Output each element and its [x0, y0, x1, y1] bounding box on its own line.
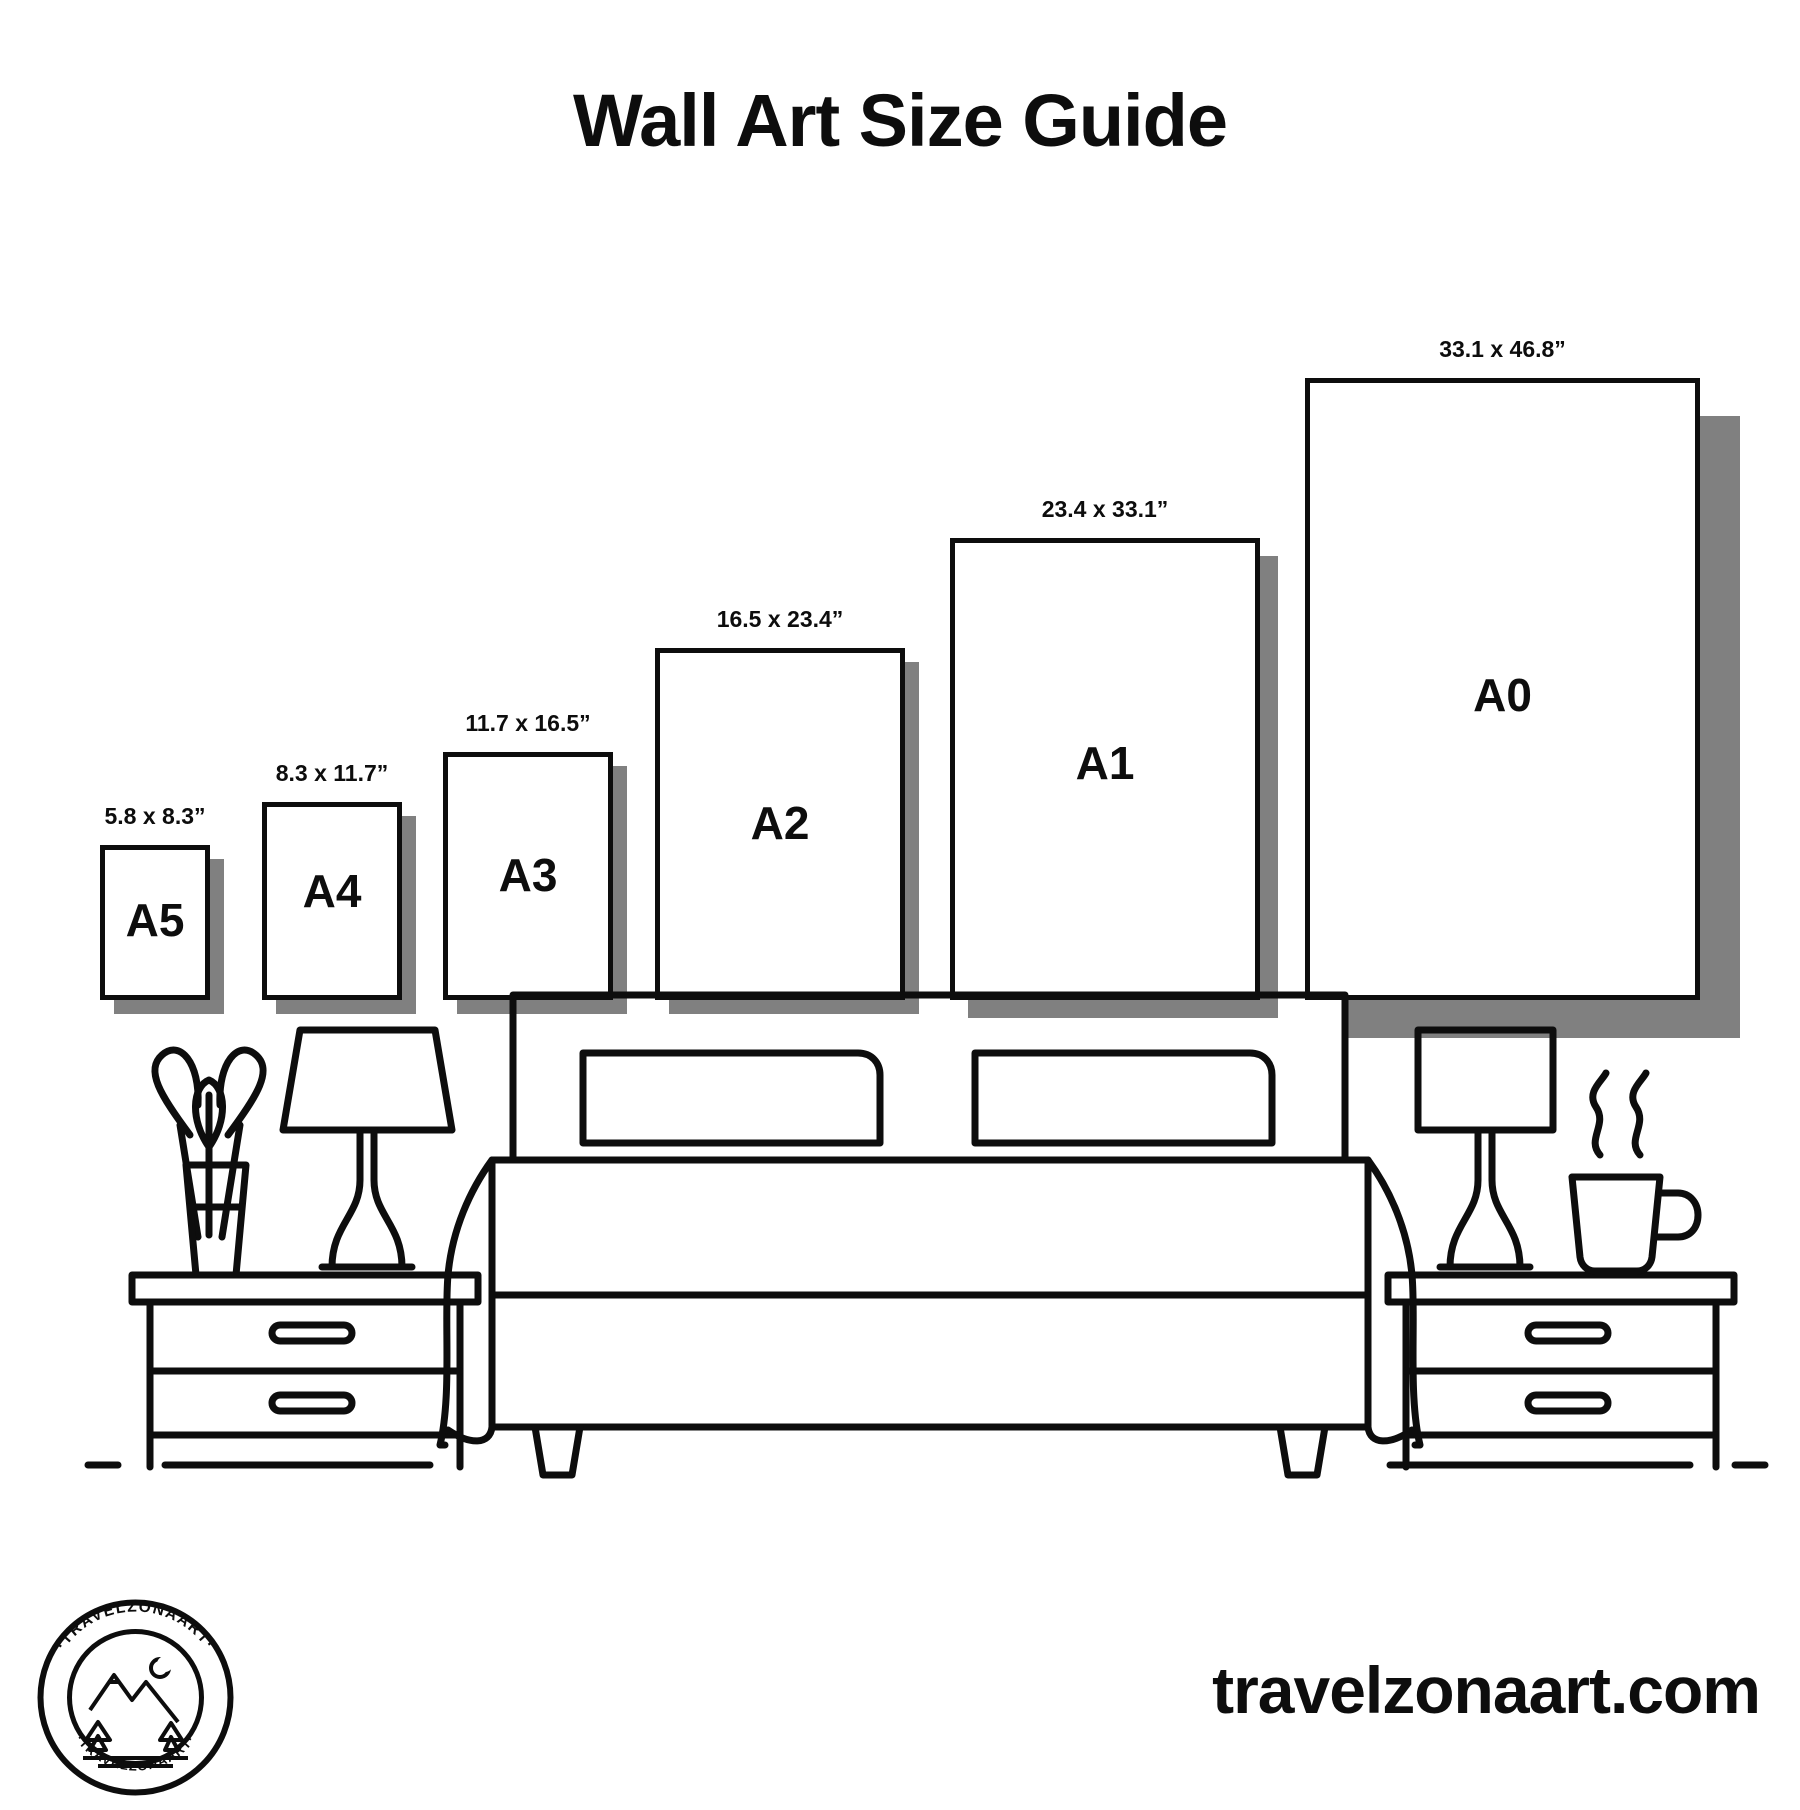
- brand-logo[interactable]: [28, 1590, 243, 1805]
- site-url[interactable]: travelzonaart.com: [1212, 1653, 1760, 1727]
- poster-a5-label: A5: [125, 894, 185, 946]
- poster-a0[interactable]: [1305, 336, 1700, 1000]
- mountain-emblem: [83, 1656, 188, 1766]
- right-table-lamp: [1418, 1030, 1553, 1267]
- coffee-cup: [1572, 1073, 1698, 1271]
- right-nightstand: [1388, 1275, 1734, 1467]
- poster-a2-label: A2: [750, 797, 810, 849]
- plant-vase: [155, 1050, 263, 1275]
- poster-a4-label: A4: [302, 865, 362, 917]
- poster-a4[interactable]: [262, 760, 402, 1000]
- poster-a3-label: A3: [498, 849, 558, 901]
- poster-a2[interactable]: [655, 606, 905, 1000]
- poster-a3[interactable]: [443, 710, 613, 1000]
- poster-a0-label: A0: [1473, 669, 1532, 721]
- poster-a2-dimensions: 16.5 x 23.4”: [716, 606, 844, 632]
- poster-a1[interactable]: [950, 496, 1260, 1000]
- logo-text-inner: ·TRAVELZONAART·: [72, 1731, 199, 1774]
- poster-a3-dimensions: 11.7 x 16.5”: [465, 710, 591, 736]
- poster-a4-dimensions: 8.3 x 11.7”: [275, 760, 389, 786]
- page-title: Wall Art Size Guide: [573, 79, 1227, 162]
- left-table-lamp: [283, 1030, 452, 1267]
- poster-a0-dimensions: 33.1 x 46.8”: [1439, 336, 1566, 362]
- bed: [440, 995, 1420, 1475]
- pillow-right: [975, 1053, 1272, 1143]
- left-nightstand: [132, 1275, 478, 1467]
- bedroom-scene: [0, 975, 1800, 1535]
- poster-a1-label: A1: [1075, 737, 1135, 789]
- poster-a1-dimensions: 23.4 x 33.1”: [1041, 496, 1169, 522]
- logo-text-outer: ·TRAVELZONAART·: [52, 1598, 219, 1654]
- poster-a5-dimensions: 5.8 x 8.3”: [104, 803, 206, 829]
- pillow-left: [583, 1053, 880, 1143]
- poster-size-comparison: [0, 280, 1800, 1000]
